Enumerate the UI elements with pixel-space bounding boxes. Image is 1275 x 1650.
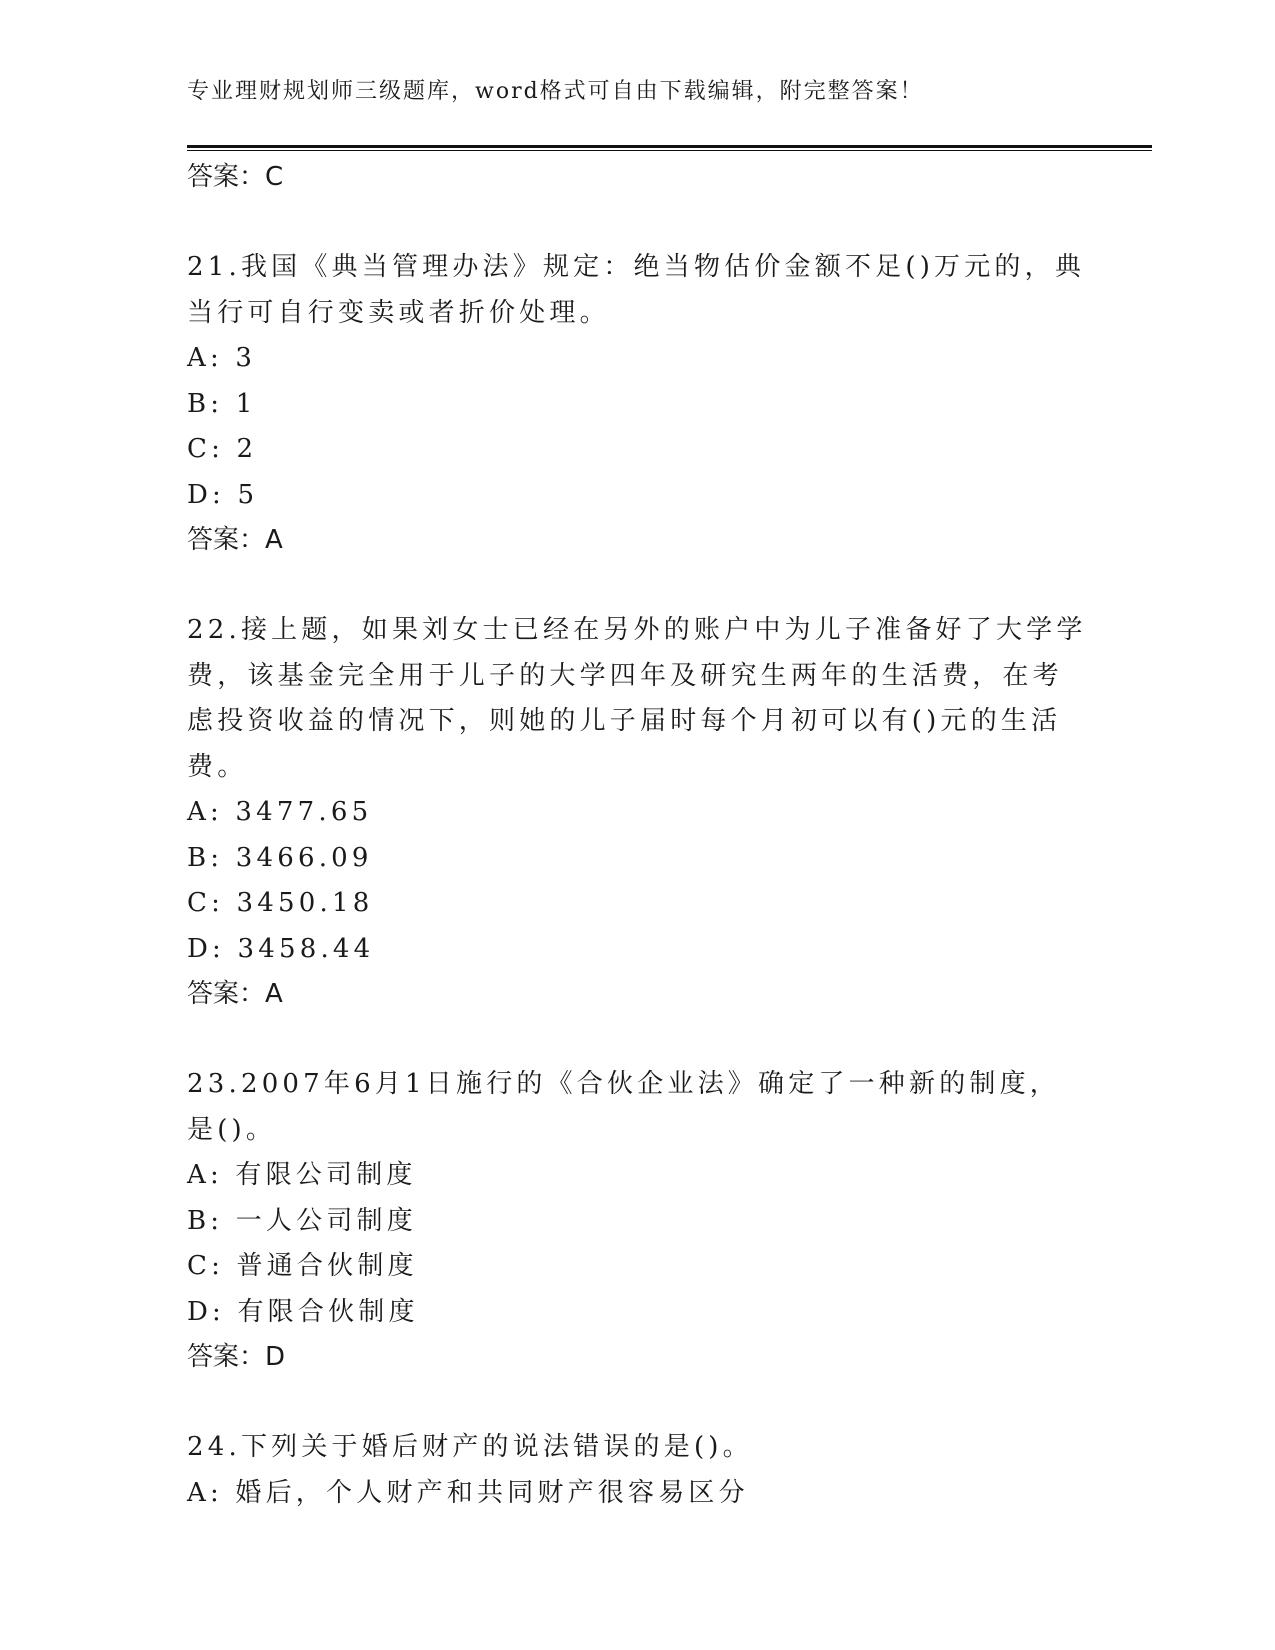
question-22-answer: 答案：A xyxy=(187,979,283,1009)
header-divider-thick xyxy=(187,145,1152,148)
question-24-text: 24.下列关于婚后财产的说法错误的是()。 xyxy=(187,1432,753,1462)
question-22-option-c: C: 3450.18 xyxy=(187,888,374,918)
question-23-option-b: B: 一人公司制度 xyxy=(187,1205,417,1236)
question-21-answer: 答案：A xyxy=(187,525,283,555)
previous-answer: 答案：C xyxy=(187,162,284,192)
question-24-option-a: A: 婚后，个人财产和共同财产很容易区分 xyxy=(187,1477,749,1508)
question-23-text: 23.2007年6月1日施行的《合伙企业法》确定了一种新的制度，是()。 xyxy=(187,1069,1061,1145)
question-21-text: 21.我国《典当管理办法》规定：绝当物估价金额不足()万元的，典当行可自行变卖或者折价处理。 xyxy=(187,252,1086,328)
question-23-option-d: D: 有限合伙制度 xyxy=(187,1296,419,1327)
question-21-option-b: B: 1 xyxy=(187,388,257,419)
question-23-answer: 答案：D xyxy=(187,1342,286,1372)
question-22-option-a: A: 3477.65 xyxy=(187,797,373,827)
question-23-option-a: A: 有限公司制度 xyxy=(187,1160,417,1190)
header-divider-thin xyxy=(187,150,1152,151)
page-header: 专业理财规划师三级题库，word格式可自由下载编辑，附完整答案！ xyxy=(187,79,924,104)
question-22-option-b: B: 3466.09 xyxy=(187,842,373,873)
question-21-option-c: C: 2 xyxy=(187,434,258,464)
question-21-option-d: D: 5 xyxy=(187,479,259,510)
question-22-option-d: D: 3458.44 xyxy=(187,933,375,964)
question-list xyxy=(187,155,1087,1516)
question-23-option-c: C: 普通合伙制度 xyxy=(187,1251,418,1281)
question-21-option-a: A: 3 xyxy=(187,343,257,373)
question-22-text: 22.接上题，如果刘女士已经在另外的账户中为儿子准备好了大学学费，该基金完全用于儿子的大学四年及研究生两年的生活费，在考虑投资收益的情况下，则她的儿子届时每个月初可以有()元的生活费。 xyxy=(187,615,1087,782)
